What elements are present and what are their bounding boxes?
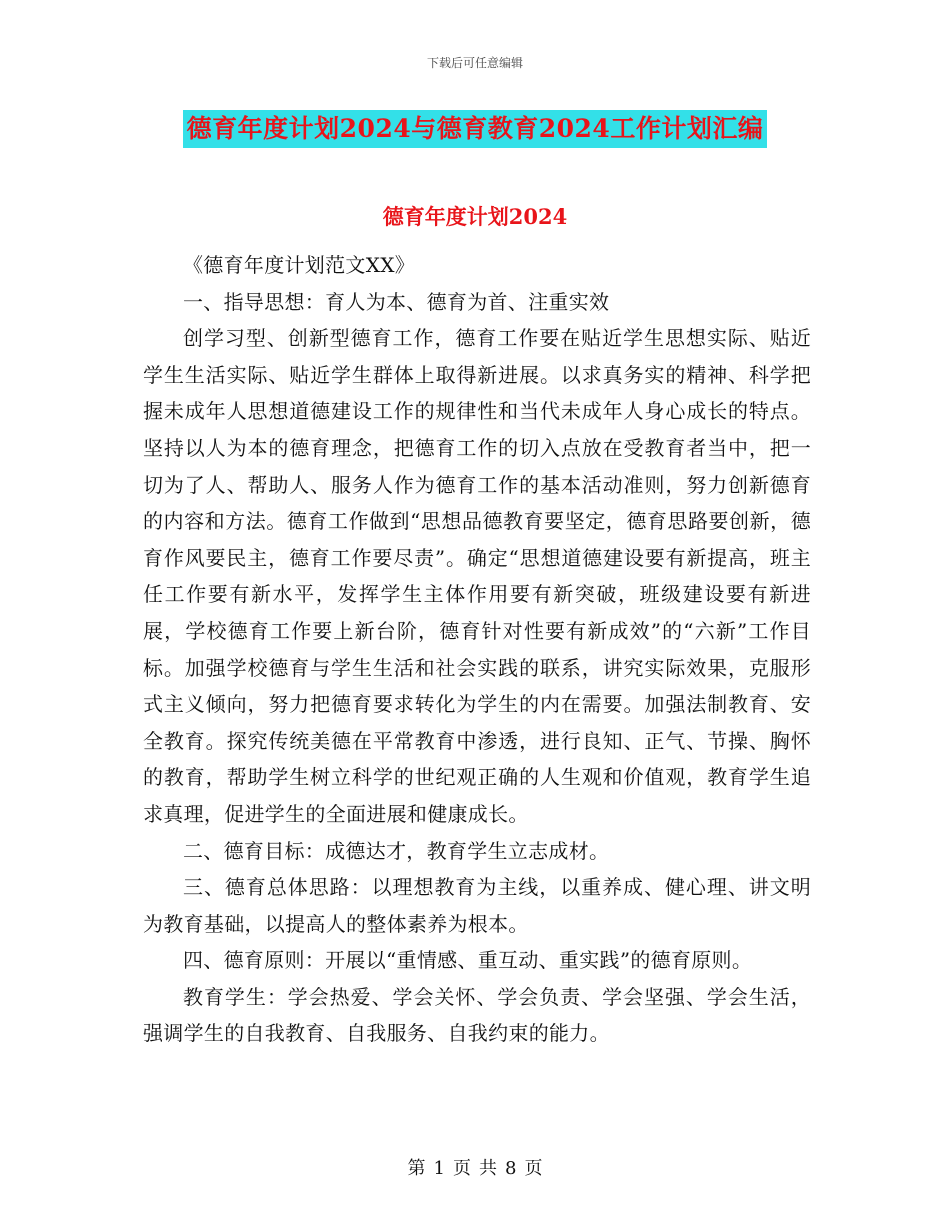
paragraph-reference: 《德育年度计划范文XX》 bbox=[183, 253, 416, 277]
footer-label-total: 共 bbox=[479, 1158, 497, 1179]
paragraph-principles: 四、德育原则：开展以“重情感、重互动、重实践”的德育原则。 bbox=[183, 948, 753, 973]
footer-label-page-unit: 页 bbox=[453, 1158, 471, 1179]
section-title: 德育年度计划2024 bbox=[382, 204, 568, 229]
main-title: 德育年度计划2024与德育教育2024工作计划汇编 bbox=[183, 110, 768, 148]
paragraph-overall-approach: 三、德育总体思路：以理想教育为主线，以重养成、健心理、讲文明为教育基础，以提高人的整体素养为根本。 bbox=[143, 875, 811, 936]
page-footer bbox=[0, 1154, 950, 1180]
paragraph-guiding-detail: 创学习型、创新型德育工作，德育工作要在贴近学生思想实际、贴近学生生活实际、贴近学生群体上取得新进展。以求真务实的精神、科学把握未成年人思想道德建设工作的规律性和当代未成年人身心成长的特点。坚持以人为本的德育理念，把德育工作的切入点放在受教育者当中，把一切为了人、帮助人、服务人作为德育工作的基本活动准则，努力创新德育的内容和方法。德育工作做到“思想品德教育要坚定，德育思路要创新，德育作风要民主，德育工作要尽责”。确定“思想道德建设要有新提高，班主任工作要有新水平，发挥学生主体作用要有新突破，班级建设要有新进展，学校德育工作要上新台阶，德育针对性要有新成效”的“六新”工作目标。加强学校德育与学生生活和社会实践的联系，讲究实际效果，克服形式主义倾向，努力把德育要求转化为学生的内在需要。加强法制教育、安全教育。探究传统美德在平常教育中渗透，进行良知、正气、节操、胸怀的教育，帮助学生树立科学的世纪观正确的人生观和价值观，教育学生追求真理，促进学生的全面进展和健康成长。 bbox=[143, 326, 811, 826]
footer-label-total-unit: 页 bbox=[524, 1158, 543, 1179]
header-note: 下载后可任意编辑 bbox=[426, 56, 523, 70]
paragraph-educate-students: 教育学生：学会热爱、学会关怀、学会负责、学会坚强、学会生活，强调学生的自我教育、自我服务、自我约束的能力。 bbox=[143, 984, 811, 1046]
paragraph-goal: 二、德育目标：成德达才，教育学生立志成材。 bbox=[183, 838, 610, 863]
footer-total-pages: 8 bbox=[505, 1158, 517, 1179]
document-body bbox=[143, 247, 811, 1052]
main-title-container bbox=[0, 110, 950, 148]
footer-current-page: 1 bbox=[433, 1158, 445, 1179]
footer-label-page: 第 bbox=[407, 1158, 426, 1179]
paragraph-guiding-thought: 一、指导思想：育人为本、德育为首、注重实效 bbox=[183, 289, 610, 314]
